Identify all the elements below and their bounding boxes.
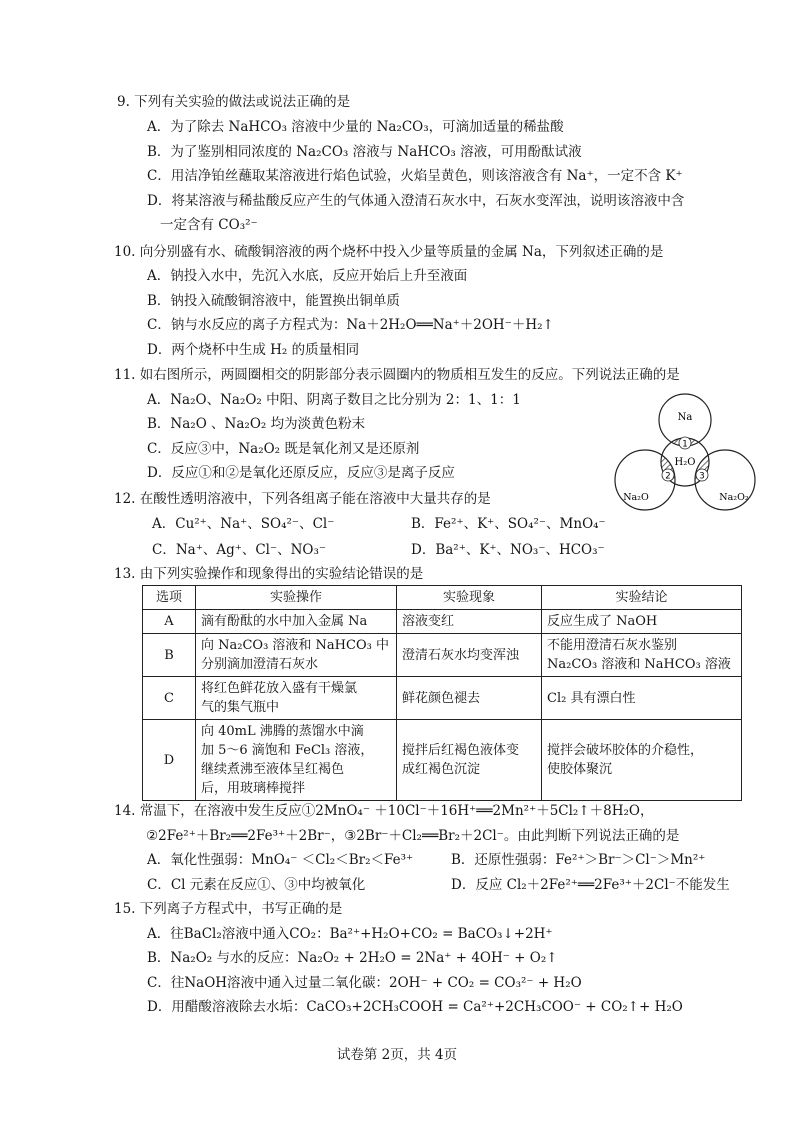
q12-option-d: D．Ba²⁺、K⁺、NO₃⁻、HCO₃⁻ [411,542,605,558]
q15-option-c: C．往NaOH溶液中通入过量二氧化碳：2OH⁻ + CO₂ = CO₃²⁻ + H₂O [147,975,582,991]
cell-operation [196,677,397,720]
cell-phenomenon [397,677,542,720]
table-header-row [143,586,742,610]
q15-option-a: A．往BaCl₂溶液中通入CO₂：Ba²⁺+H₂O+CO₂ = BaCO₃↓+2H⁺ [147,926,553,942]
q12-option-c: C．Na⁺、Ag⁺、Cl⁻、NO₃⁻ [152,542,327,558]
cell-phenomenon-line: 成红褐色沉淀 [402,762,481,777]
page-footer: 试卷第 2页，共 4页 [336,1047,458,1063]
cell-phenomenon-line: 溶液变红 [402,614,455,629]
header-operation: 实验操作 [196,586,397,610]
q15-option-d: D．用醋酸溶液除去水垢：CaCO₃+2CH₃COOH = Ca²⁺+2CH₃COO⁻ + CO₂↑+ H₂O [147,999,683,1015]
label-na2o: Na₂O [623,492,649,503]
q12-option-a: A．Cu²⁺、Na⁺、SO₄²⁻、Cl⁻ [152,516,335,532]
cell-option: A [143,610,196,634]
question-10-stem: 10. 向分别盛有水、硫酸铜溶液的两个烧杯中投入少量等质量的金属 Na，下列叙述正确的是 [114,244,664,260]
table-row [143,634,742,677]
q9-option-d-cont: 一定含有 CO₃²⁻ [160,217,258,233]
label-na: Na [677,412,693,423]
cell-phenomenon-line: 澄清石灰水均变浑浊 [402,647,520,663]
cell-option: C [143,677,196,720]
cell-operation-line: 将红色鲜花放入盛有干燥氯 [201,681,358,696]
question-14-stem-cont: ②2Fe²⁺＋Br₂══2Fe³⁺＋2Br⁻，③2Br⁻＋Cl₂══Br₂＋2Cl⁻。由此判断下列说法正确的是 [146,828,680,844]
cell-conclusion-line: 搅拌会破坏胶体的介稳性， [547,743,704,758]
table-row [143,720,742,801]
q9-option-c: C．用洁净铂丝蘸取某溶液进行焰色试验，火焰呈黄色，则该溶液含有 Na⁺，一定不含 K⁺ [147,168,683,184]
cell-operation [196,634,397,677]
q9-option-a: A．为了除去 NaHCO₃ 溶液中少量的 Na₂CO₃，可滴加适量的稀盐酸 [147,119,564,135]
cell-conclusion-line: Cl₂ 具有漂白性 [547,690,636,706]
q10-option-b: B．钠投入硫酸铜溶液中，能置换出铜单质 [147,293,400,309]
question-12-stem: 12. 在酸性透明溶液中，下列各组离子能在溶液中大量共存的是 [114,491,491,507]
q11-option-c: C．反应③中，Na₂O₂ 既是氧化剂又是还原剂 [147,441,420,457]
cell-operation-line: 加 5～6 滴饱和 FeCl₃ 溶液， [201,743,374,758]
question-15-stem: 15. 下列离子方程式中，书写正确的是 [114,901,343,917]
q10-option-c: C．钠与水反应的离子方程式为：Na＋2H₂O══Na⁺＋2OH⁻＋H₂↑ [147,317,554,333]
question-13-stem: 13. 由下列实验操作和现象得出的实验结论错误的是 [114,566,424,582]
cell-conclusion-line: Na₂CO₃ 溶液和 NaHCO₃ 溶液 [547,657,731,672]
cell-operation-line: 分别滴加澄清石灰水 [201,657,319,672]
cell-conclusion [542,720,742,801]
venn-diagram [612,392,758,520]
cell-conclusion-line: 反应生成了 NaOH [547,614,658,629]
q12-option-b: B．Fe²⁺、K⁺、SO₄²⁻、MnO₄⁻ [411,516,606,532]
table-row [143,610,742,634]
q9-option-d: D．将某溶液与稀盐酸反应产生的气体通入澄清石灰水中，石灰水变浑浊，说明该溶液中含 [147,193,685,209]
question-14-stem: 14. 常温下，在溶液中发生反应①2MnO₄⁻ ＋10Cl⁻＋16H⁺══2Mn²⁺＋5Cl₂↑＋8H₂O， [114,803,654,819]
question-9-stem: 9. 下列有关实验的做法或说法正确的是 [117,94,351,110]
table-row [143,677,742,720]
label-h2o: H₂O [674,457,696,468]
label-reaction-1: 1 [682,439,688,450]
q14-option-a: A．氧化性强弱：MnO₄⁻ ＜Cl₂＜Br₂＜Fe³⁺ [147,852,414,868]
cell-conclusion [542,677,742,720]
q10-option-d: D．两个烧杯中生成 H₂ 的质量相同 [147,342,360,358]
cell-conclusion-line: 使胶体聚沉 [547,762,613,777]
cell-operation-line: 向 40mL 沸腾的蒸馏水中滴 [201,724,364,739]
cell-option: D [143,720,196,801]
cell-conclusion-line: 不能用澄清石灰水鉴别 [547,638,678,653]
cell-operation-line: 向 Na₂CO₃ 溶液和 NaHCO₃ 中 [201,638,389,653]
cell-operation-line: 气的集气瓶中 [201,700,280,715]
header-phenomenon: 实验现象 [397,586,542,610]
cell-operation-line: 滴有酚酞的水中加入金属 Na [201,614,368,629]
cell-operation [196,610,397,634]
q10-option-a: A．钠投入水中，先沉入水底，反应开始后上升至液面 [147,268,468,284]
q11-option-d: D．反应①和②是氧化还原反应，反应③是离子反应 [147,465,455,481]
header-option: 选项 [143,586,196,610]
cell-phenomenon [397,720,542,801]
cell-conclusion [542,610,742,634]
q14-option-c: C．Cl 元素在反应①、③中均被氧化 [147,877,366,893]
cell-option: B [143,634,196,677]
cell-phenomenon-line: 鲜花颜色褪去 [402,690,481,706]
q11-option-b: B．Na₂O 、Na₂O₂ 均为淡黄色粉末 [147,416,366,432]
header-conclusion: 实验结论 [542,586,742,610]
q11-option-a: A．Na₂O、Na₂O₂ 中阳、阴离子数目之比分别为 2：1、1：1 [147,392,521,408]
cell-phenomenon-line: 搅拌后红褐色液体变 [402,743,520,758]
question-11-stem: 11. 如右图所示，两圆圈相交的阴影部分表示圆圈内的物质相互发生的反应。下列说法正确的是 [114,367,680,383]
cell-operation-line: 后，用玻璃棒搅拌 [201,781,306,796]
cell-operation-line: 继续煮沸至液体呈红褐色 [201,762,345,777]
cell-conclusion [542,634,742,677]
cell-operation [196,720,397,801]
q15-option-b: B．Na₂O₂ 与水的反应：Na₂O₂ + 2H₂O = 2Na⁺ + 4OH⁻ + O₂↑ [147,950,558,966]
label-reaction-3: 3 [699,471,705,482]
cell-phenomenon [397,634,542,677]
experiment-table [142,585,742,801]
q14-option-b: B．还原性强弱：Fe²⁺＞Br⁻＞Cl⁻＞Mn²⁺ [451,852,706,868]
label-reaction-2: 2 [665,471,671,482]
q9-option-b: B．为了鉴别相同浓度的 Na₂CO₃ 溶液与 NaHCO₃ 溶液，可用酚酞试液 [147,144,582,160]
label-na2o2: Na₂O₂ [719,492,749,503]
cell-phenomenon [397,610,542,634]
q14-option-d: D．反应 Cl₂＋2Fe²⁺══2Fe³⁺＋2Cl⁻不能发生 [451,877,730,893]
